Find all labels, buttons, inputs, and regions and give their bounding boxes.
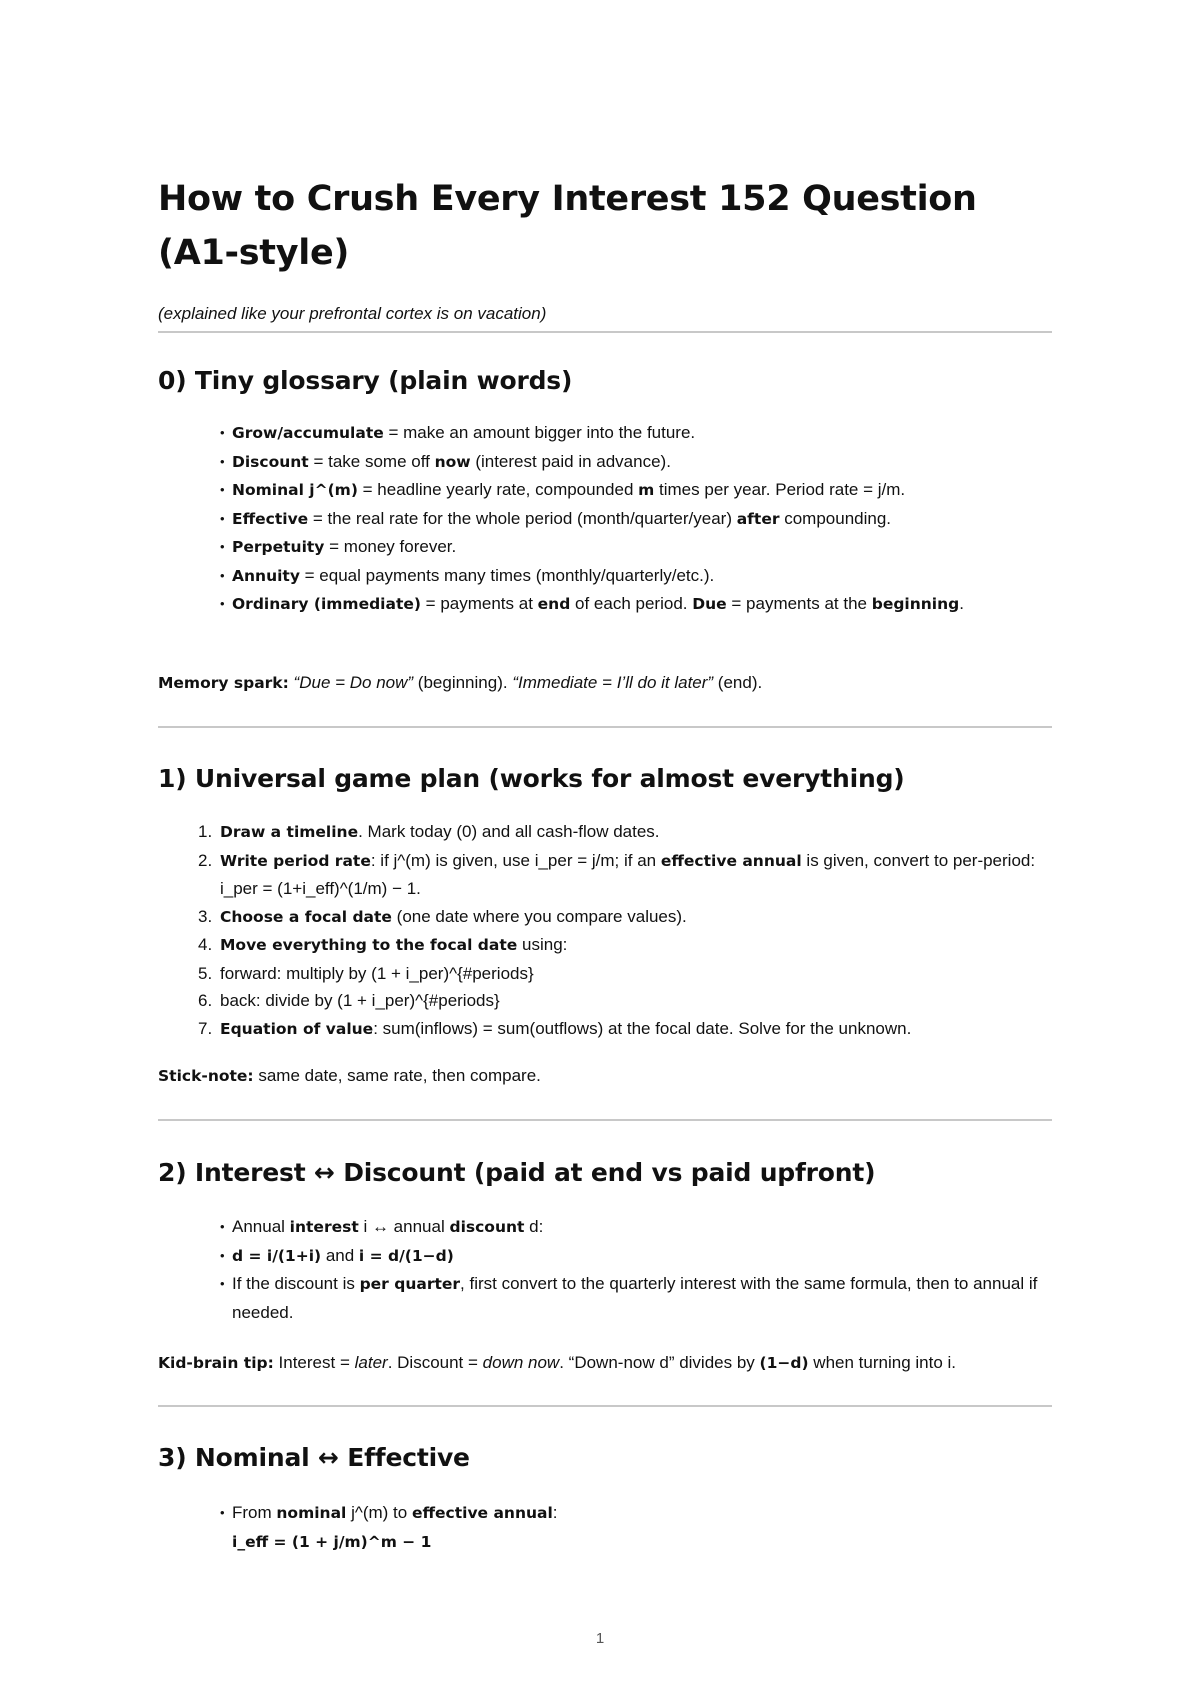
section-heading-interest-discount: 2) Interest ↔ Discount (paid at end vs paid upfront) — [158, 1158, 876, 1187]
list-item: 2. Write period rate: if j^(m) is given, use i_per = j/m; if an effective annual is given, convert to per-period: i_per = (1+i_eff)^(1/m) − 1. — [198, 850, 1036, 898]
page-title: How to Crush Every Interest 152 Question (A1-style) — [158, 179, 977, 273]
stick-note: Stick-note: same date, same rate, then compare. — [158, 1066, 541, 1085]
divider — [158, 1405, 1052, 1407]
list-item: • Annual interest i ↔ annual discount d: — [220, 1213, 1050, 1242]
game-plan-steps — [198, 818, 1050, 1043]
list-item: • Effective = the real rate for the whole period (month/quarter/year) after compounding. — [220, 505, 1050, 534]
interest-discount-list — [220, 1213, 1050, 1326]
subtitle: (explained like your prefrontal cortex is on vacation) — [158, 304, 547, 323]
list-item: 6. back: divide by (1 + i_per)^{#periods} — [198, 991, 500, 1010]
memory-spark-note: Memory spark: “Due = Do now” (beginning). “Immediate = I’ll do it later” (end). — [158, 673, 763, 692]
list-item: 1. Draw a timeline. Mark today (0) and all cash-flow dates. — [198, 822, 660, 841]
list-item: • From nominal j^(m) to effective annual: i_eff = (1 + j/m)^m − 1 — [220, 1499, 1050, 1556]
list-item: 7. Equation of value: sum(inflows) = sum(outflows) at the focal date. Solve for the unknown. — [198, 1018, 912, 1038]
glossary-list — [220, 419, 1050, 619]
section-heading-nominal-effective: 3) Nominal ↔ Effective — [158, 1443, 470, 1472]
section-heading-glossary: 0) Tiny glossary (plain words) — [158, 366, 573, 395]
list-item: • Annuity = equal payments many times (monthly/quarterly/etc.). — [220, 562, 1050, 591]
list-item: • Nominal j^(m) = headline yearly rate, compounded m times per year. Period rate = j/m. — [220, 476, 1050, 505]
list-item: • d = i/(1+i) and i = d/(1−d) — [220, 1242, 1050, 1271]
nominal-effective-list — [220, 1499, 1050, 1556]
list-item: 4. Move everything to the focal date using: — [198, 935, 568, 954]
list-item: • Grow/accumulate = make an amount bigger into the future. — [220, 419, 1050, 448]
kid-brain-tip: Kid-brain tip: Interest = later. Discount = down now. “Down-now d” divides by (1−d) when turning into i. — [158, 1353, 956, 1372]
list-item: 3. Choose a focal date (one date where you compare values). — [198, 906, 687, 926]
divider — [158, 1119, 1052, 1121]
list-item: • If the discount is per quarter, first convert to the quarterly interest with the same formula, then to annual if needed. — [220, 1270, 1050, 1326]
list-item: • Discount = take some off now (interest paid in advance). — [220, 448, 1050, 477]
formula: i_eff = (1 + j/m)^m − 1 — [232, 1532, 432, 1551]
divider — [158, 331, 1052, 333]
page-number: 1 — [595, 1630, 605, 1647]
list-item: • Perpetuity = money forever. — [220, 533, 1050, 562]
list-item: 5. forward: multiply by (1 + i_per)^{#periods} — [198, 963, 534, 983]
section-heading-game-plan: 1) Universal game plan (works for almost everything) — [158, 764, 905, 793]
divider — [158, 726, 1052, 728]
list-item: • Ordinary (immediate) = payments at end of each period. Due = payments at the beginning. — [220, 590, 1050, 619]
